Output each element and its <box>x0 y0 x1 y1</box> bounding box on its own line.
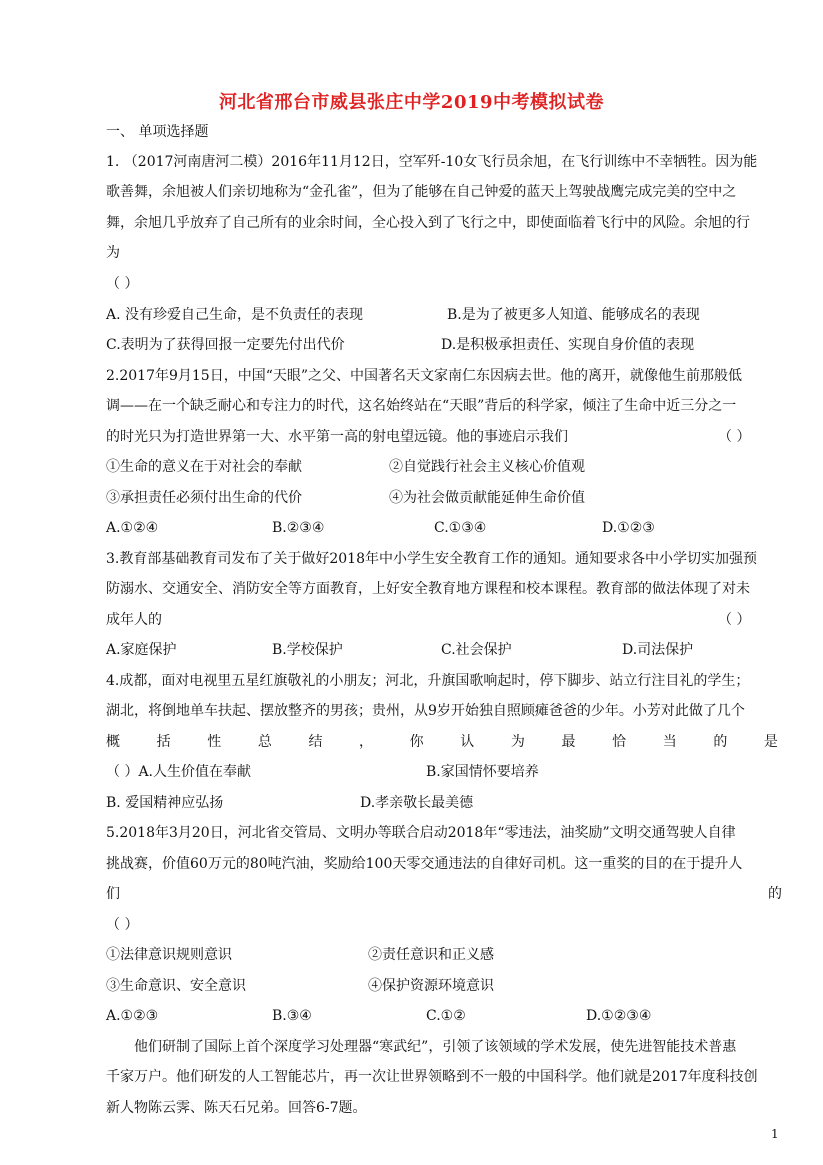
q4-option-a: （ ）A.人生价值在奉献 <box>106 764 252 780</box>
q1-option-b: B.是为了被更多人知道、能够成名的表现 <box>447 307 700 323</box>
q4-option-c: B. 爱国精神应弘扬 <box>106 795 224 811</box>
q3-line-1: 3.教育部基础教育司发布了关于做好2018年中小学生安全教育工作的通知。通知要求各中小学切实加强预 <box>106 551 757 567</box>
q1-answer-paren: （ ） <box>106 276 139 292</box>
page-title: 河北省邢台市威县张庄中学2019中考模拟试卷 <box>218 92 605 113</box>
q4-word: 恰 <box>612 734 627 750</box>
q4-word: 性 <box>207 734 222 750</box>
q5-statement-1: ①法律意识规则意识 <box>106 947 232 963</box>
q4-option-b: B.家国情怀要培养 <box>426 764 539 780</box>
q1-line-1: 1. （2017河南唐河二模）2016年11月12日，空军歼-10女飞行员余旭，在飞行训练中不幸牺牲。因为能 <box>106 154 758 170</box>
q4-word: 认 <box>460 734 475 750</box>
passage-line-3: 新人物陈云霁、陈天石兄弟。回答6-7题。 <box>106 1100 367 1116</box>
q5-option-a: A.①②③ <box>106 1008 159 1024</box>
q2-statement-4: ④为社会做贡献能延伸生命价值 <box>389 490 585 506</box>
q1-option-c: C.表明为了获得回报一定要先付出代价 <box>106 337 345 353</box>
q4-word: 为 <box>510 734 525 750</box>
q3-line-2: 防溺水、交通安全、消防安全等方面教育，上好安全教育地方课程和校本课程。教育部的做法体现了对未 <box>106 581 750 597</box>
q4-word: 概 <box>106 734 120 750</box>
q2-line-2: 调——在一个缺乏耐心和专注力的时代，这名始终站在“天眼”背后的科学家，倾注了生命中近三分之一 <box>106 398 737 414</box>
q4-word: 的 <box>713 734 728 750</box>
q2-statement-1: ①生命的意义在于对社会的奉献 <box>106 459 302 475</box>
q4-word: 括 <box>156 734 171 750</box>
passage-line-1: 他们研制了国际上首个深度学习处理器“寒武纪”，引领了该领域的学术发展，使先进智能技术普惠 <box>134 1039 737 1055</box>
q5-statement-2: ②责任意识和正义感 <box>368 947 494 963</box>
q5-option-b: B.③④ <box>272 1008 312 1024</box>
q1-line-2: 歌善舞，余旭被人们亲切地称为“金孔雀”，但为了能够在自己钟爱的蓝天上驾驶战鹰完成完美的空中之 <box>106 184 737 200</box>
q3-option-c: C.社会保护 <box>441 642 512 658</box>
q5-line-1: 5.2018年3月20日，河北省交管局、文明办等联合启动2018年“零违法，油奖励”文明交通驾驶人自律 <box>106 825 736 841</box>
q4-word: 你 <box>409 734 424 750</box>
q2-line-1: 2.2017年9月15日，中国“天眼”之父、中国著名天文家南仁东因病去世。他的离开，就像他生前那般低 <box>106 368 743 384</box>
q3-option-a: A.家庭保护 <box>106 642 177 658</box>
q4-word: 总 <box>257 734 272 750</box>
q2-option-c: C.①③④ <box>434 520 487 536</box>
q2-line-3: 的时光只为打造世界第一大、水平第一高的射电望远镜。他的事迹启示我们 <box>106 429 568 445</box>
q2-option-b: B.②③④ <box>272 520 325 536</box>
page-number: 1 <box>771 1127 779 1141</box>
q5-option-c: C.①② <box>426 1008 466 1024</box>
q5-statement-3: ③生命意识、安全意识 <box>106 978 246 994</box>
q5-line-2: 挑战赛，价值60万元的80吨汽油，奖励给100天零交通违法的自律好司机。这一重奖的目的在于提升人 <box>106 856 743 872</box>
q2-statement-2: ②自觉践行社会主义核心价值观 <box>389 459 585 475</box>
q2-answer-paren: （ ） <box>718 429 751 445</box>
q5-statement-4: ④保护资源环境意识 <box>368 978 494 994</box>
q1-line-4: 为 <box>106 245 120 261</box>
q4-word: ， <box>359 734 374 750</box>
q5-answer-paren: （ ） <box>106 917 139 933</box>
q2-statement-3: ③承担责任必须付出生命的代价 <box>106 490 302 506</box>
q4-option-d: D.孝亲敬长最美德 <box>360 795 474 811</box>
q3-option-b: B.学校保护 <box>272 642 343 658</box>
q1-line-3: 舞，余旭几乎放弃了自己所有的业余时间，全心投入到了飞行之中，即使面临着飞行中的风险。余旭的行 <box>106 215 750 231</box>
q4-line-2: 湖北，将倒地单车扶起、摆放整齐的男孩；贵州，从9岁开始独自照顾瘫爸爸的少年。小芳对此做了几个 <box>106 703 745 719</box>
q4-word: 最 <box>561 734 576 750</box>
q4-word: 结 <box>308 734 323 750</box>
q4-line-3 <box>106 732 778 752</box>
q3-option-d: D.司法保护 <box>622 642 694 658</box>
q2-option-d: D.①②③ <box>602 520 655 536</box>
q1-option-a: A. 没有珍爱自己生命，是不负责任的表现 <box>106 307 364 323</box>
q3-line-3: 成年人的 <box>106 612 162 628</box>
passage-line-2: 千家万户。他们研发的人工智能芯片，再一次让世界领略到不一般的中国科学。他们就是2017年度科技创 <box>106 1069 758 1085</box>
q5-line-3-end: 的 <box>768 886 782 902</box>
q5-line-3-start: 们 <box>106 886 120 902</box>
q5-option-d: D.①②③④ <box>586 1008 652 1024</box>
q3-answer-paren: （ ） <box>718 612 751 628</box>
q4-word: 当 <box>662 734 677 750</box>
q1-option-d: D.是积极承担责任、实现自身价值的表现 <box>441 337 695 353</box>
q2-option-a: A.①②④ <box>106 520 159 536</box>
q4-word: 是 <box>763 734 778 750</box>
q4-line-1: 4.成都，面对电视里五星红旗敬礼的小朋友；河北，升旗国歌响起时，停下脚步、站立行注目礼的学生； <box>106 673 750 689</box>
section-heading: 一、 单项选择题 <box>106 124 209 140</box>
